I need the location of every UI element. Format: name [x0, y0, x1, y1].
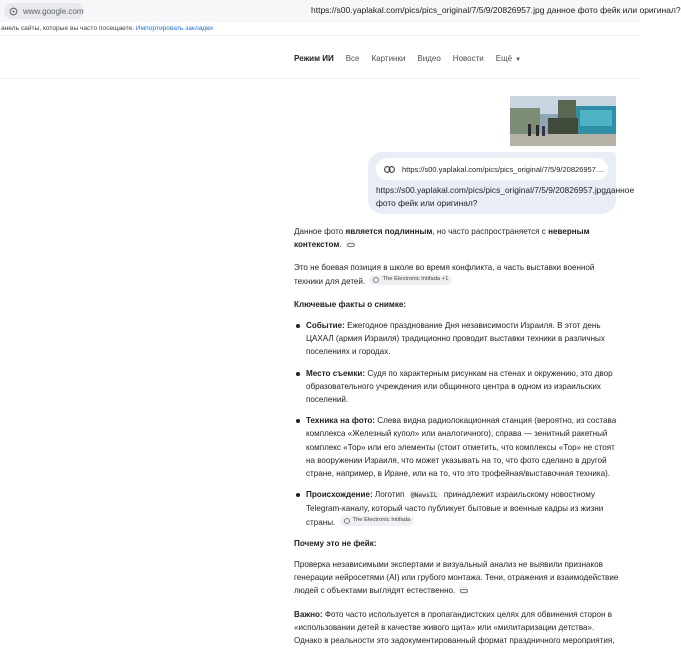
query-link-text: https://s00.yaplakal.com/pics/pics_original/7/5/9/20826957....	[402, 164, 605, 174]
tab-video[interactable]: Видео	[417, 54, 441, 63]
query-link-card[interactable]	[376, 158, 608, 180]
list-item: Техника на фото: Слева видна радиолокационная станция (вероятно, из состава комплекса «Железный купол» или аналогичного), справа — зенитный ракетный комплекс «Тор» или его элементы (стоит отметить, что комплексы «Тор» не стоят на вооружении Израиля, что может указывать на то, что фото сделано в другой стране, например, в Иране, или на то, что это трофейная/выставочная техника).	[294, 414, 624, 480]
address-bar[interactable]	[4, 3, 84, 19]
tab-more-label: Ещё	[495, 54, 513, 63]
link-icon[interactable]	[458, 585, 468, 594]
user-query-bubble	[368, 152, 635, 214]
attached-photo[interactable]	[510, 96, 616, 146]
tab-images[interactable]: Картинки	[371, 54, 406, 63]
link-icon[interactable]	[345, 239, 355, 248]
facts-heading: Ключевые факты о снимке:	[294, 299, 407, 309]
list-item: Место съемки: Судя по характерным рисункам на стенах и окружению, это двор образовательного учреждения или общинного центра в одном из израильских поселений.	[294, 367, 624, 407]
browser-toolbar	[0, 0, 681, 22]
ai-answer	[294, 225, 624, 657]
link-icon	[384, 166, 395, 173]
tab-ai-mode[interactable]: Режим ИИ	[294, 54, 334, 63]
tab-news[interactable]: Новости	[452, 54, 484, 63]
globe-icon	[344, 518, 350, 524]
import-bookmarks-link[interactable]: Импортировать закладки	[135, 25, 213, 32]
answer-verdict: Данное фото является подлинным, но часто распространяется с неверным контекстом.	[294, 227, 590, 250]
bookmarks-bar	[0, 22, 640, 36]
list-item: Происхождение: Логотип @NewsIL принадлежит израильскому новостному Telegram-каналу, который часто публикует бытовые и военные кадры из жизни страны. The Electronic Intifada	[294, 488, 624, 529]
address-short: www.google.com	[23, 6, 84, 16]
tab-more[interactable]	[496, 54, 521, 63]
channel-handle: @NewsIL	[410, 491, 438, 500]
why-heading: Почему это не фейк:	[294, 538, 377, 548]
why-text: Проверка независимыми экспертами и визуальный анализ не выявили признаков генерации нейросетями (AI) или грубого монтажа. Тени, отражения и взаимодействие людей с объектами выглядят естественно.	[294, 560, 619, 596]
bookmarks-hint: анель сайты, которые вы часто посещаете.	[1, 25, 135, 32]
query-text: https://s00.yaplakal.com/pics/pics_original/7/5/9/20826957.jpgданное фото фейк или оригинал?	[376, 185, 635, 208]
chevron-down-icon: ▼	[515, 57, 522, 63]
tab-all[interactable]: Все	[345, 54, 360, 63]
header-divider	[0, 78, 640, 79]
address-full-text[interactable]: https://s00.yaplakal.com/pics/pics_original/7/5/9/20826957.jpg данное фото фейк или оригинал?	[311, 5, 681, 15]
source-chip[interactable]: The Electronic Intifada +1	[369, 275, 452, 285]
search-tabs	[294, 54, 533, 63]
answer-context: Это не боевая позиция в школе во время конфликта, а часть выставки военной техники для детей. The Electronic Intifada +1	[294, 263, 595, 286]
source-chip[interactable]: The Electronic Intifada	[340, 516, 415, 526]
list-item: Событие: Ежегодное празднование Дня независимости Израиля. В этот день ЦАХАЛ (армия Израиля) традиционно проводит выставки техники в различных поселениях и городах.	[294, 319, 624, 359]
facts-list	[294, 319, 624, 529]
important-note: Важно: Фото часто используется в пропагандистских целях для обвинения сторон в «использовании детей в качестве живого щита» или «милитаризации детства». Однако в реальности это задокументированный формат праздничного мероприятия,	[294, 609, 615, 646]
site-info-icon[interactable]	[9, 7, 18, 16]
globe-icon	[373, 277, 379, 283]
